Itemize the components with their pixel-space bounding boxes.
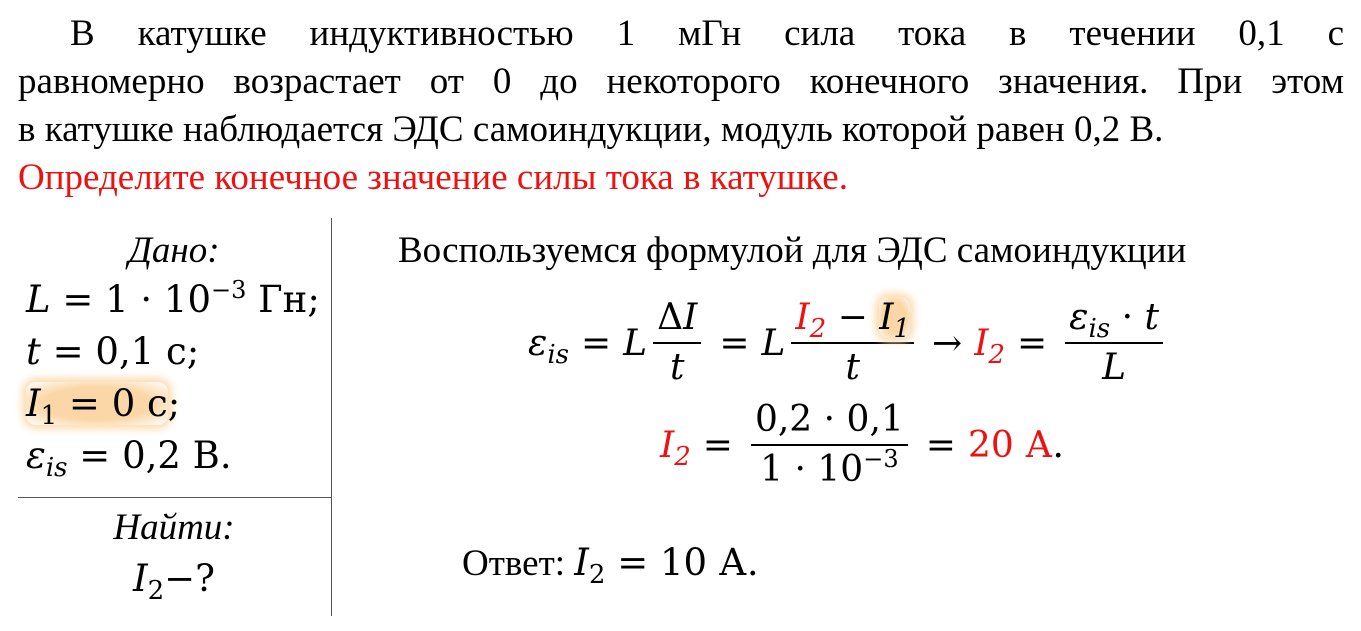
inductance-value: 1 · 10 [105, 278, 212, 321]
fraction-numeric: $\frac{0,2 \cdot 0,1}{1 \cdot 10^{-3}}$ [751, 398, 908, 492]
calc-numerator: 0,2 · 0,1 [751, 398, 908, 446]
find-section [18, 505, 330, 607]
emf-value: 0,2 В. [122, 434, 232, 477]
inductance-exponent: −3 [211, 276, 247, 304]
find-target: $I_2-$? [132, 557, 215, 606]
emf-formula: $\varepsilon_{is}$ = L $\frac{\Delta I}{t}$ = L $\frac{I_2 - I_1}{t}$ → $I_2$ = $\frac{\varepsilon_{is} \cdot t}{L}$ [528, 296, 1169, 390]
fraction-delta: $\frac{\Delta I}{t}$ [653, 296, 701, 390]
given-initial-current: $I_1 = 0$ с; [26, 382, 181, 431]
vertical-divider [331, 218, 332, 616]
problem-line-3: в катушке наблюдается ЭДС самоиндукции, модуль которой равен 0,2 В. [18, 109, 1164, 150]
answer-line: Ответ: $I_2 = 10$ А. [462, 541, 759, 590]
problem-line-1: В катушке индуктивностью 1 мГн сила тока в течении 0,1 с [70, 13, 1344, 54]
inductance-unit: Гн; [246, 278, 320, 321]
given-title: Дано: [128, 230, 220, 271]
initial-current-value: 0 с [111, 382, 168, 425]
answer-value: 10 А. [659, 541, 759, 584]
problem-line-2: равномерно возрастает от 0 до некоторого конечного значения. При этом [18, 61, 1344, 102]
given-time: t = 0,1 с; [26, 330, 200, 373]
find-title: Найти: [113, 507, 235, 548]
given-inductance: $L = 1 \cdot 10^{-3}$ Гн; [26, 276, 320, 321]
fraction-result: $\frac{\varepsilon_{is} \cdot t}{L}$ [1065, 296, 1163, 390]
problem-statement [18, 10, 1344, 202]
problem-question: Определите конечное значение силы тока в катушке. [18, 157, 848, 198]
answer-label: Ответ: [462, 543, 575, 584]
calc-result: 20 А [967, 424, 1053, 466]
initial-current-highlight: $I_1 = 0$ с [26, 382, 168, 431]
fraction-difference: $\frac{I_2 - I_1}{t}$ [791, 296, 914, 390]
calculation: $I_2$ = $\frac{0,2 \cdot 0,1}{1 \cdot 10^{-3}}$ = 20 А . [660, 399, 1064, 490]
calc-denominator: 1 · 10 [760, 449, 864, 490]
given-emf: $\varepsilon_{is} = 0,2$ В. [26, 434, 232, 483]
time-value: 0,1 с; [95, 330, 200, 373]
given-section [18, 228, 330, 482]
solution-intro: Воспользуемся формулой для ЭДС самоиндукции [398, 230, 1187, 271]
horizontal-divider [18, 497, 332, 498]
